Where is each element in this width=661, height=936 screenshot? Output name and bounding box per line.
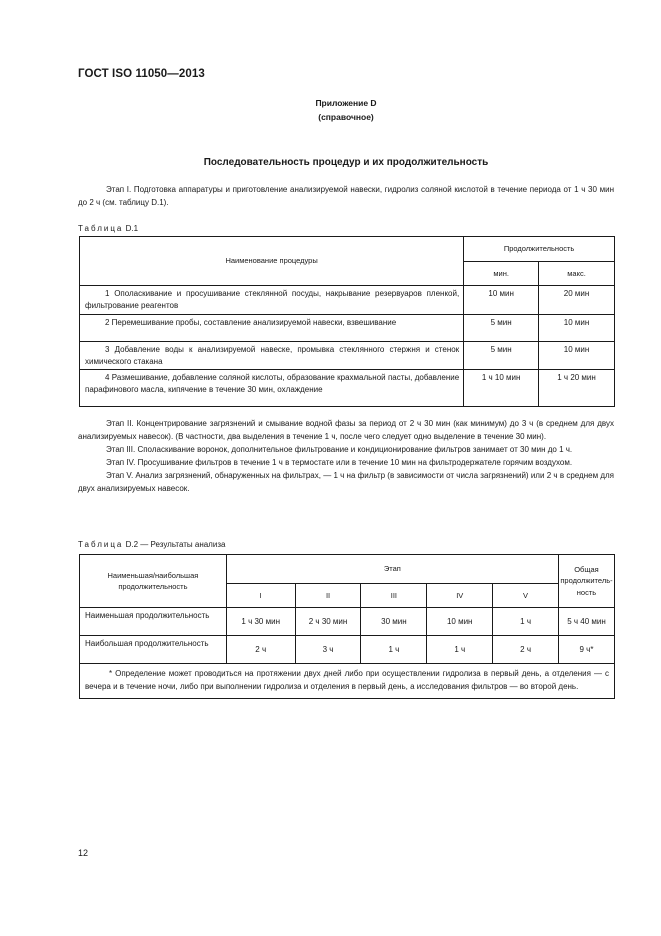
max-cell: 20 мин xyxy=(539,286,615,315)
table-row xyxy=(80,342,615,370)
table2-caption-title: — Результаты анализа xyxy=(138,540,226,549)
procedure-cell: 1 Ополаскивание и просушивание стеклянной посуды, накрывание резервуаров пленкой, фильтрование реагентов xyxy=(80,286,464,315)
min-cell: 5 мин xyxy=(464,315,539,342)
table-footnote: * Определение может проводиться на протяжении двух дней либо при осуществлении гидролиза в первый день, а отделения — с вечера и в течение ночи, либо при выполнении гидролиза и отделения в первый день, а исследования фильтров — во второй день. xyxy=(80,664,615,699)
table1-caption-label: Таблица xyxy=(78,224,124,233)
header-max: макс. xyxy=(539,262,615,286)
table-row xyxy=(80,370,615,407)
table-row xyxy=(80,315,615,342)
stage-4-paragraph: Этап IV. Просушивание фильтров в течение 1 ч в термостате или в течение 10 мин на фильтродержателе горячим воздухом. xyxy=(106,458,573,467)
stage-3-paragraph: Этап III. Споласкивание воронок, дополнительное фильтрование и кондиционирование фильтров занимает от 30 мин до 1 ч. xyxy=(106,445,573,454)
min-cell: 1 ч 10 мин xyxy=(464,370,539,407)
table2-caption-label: Таблица xyxy=(78,540,124,549)
table-row xyxy=(80,608,615,636)
value-cell: 30 мин xyxy=(361,608,427,636)
stage-header-3: III xyxy=(361,584,427,608)
stage-header-2: II xyxy=(295,584,361,608)
page-number: 12 xyxy=(78,848,89,858)
procedure-cell: 3 Добавление воды к анализируемой навеске, промывка стеклянного стержня и стенок химического стакана xyxy=(80,342,464,370)
max-cell: 10 мин xyxy=(539,315,615,342)
value-cell: 2 ч xyxy=(226,636,295,664)
intro-paragraph: Этап I. Подготовка аппаратуры и приготовление анализируемой навески, гидролиз соляной кислотой в течение периода от 1 ч 30 мин до 2 ч (см. таблицу D.1). xyxy=(78,185,614,207)
value-cell: 1 ч xyxy=(493,608,559,636)
value-cell: 2 ч xyxy=(493,636,559,664)
total-cell: 5 ч 40 мин xyxy=(558,608,614,636)
header-label: Наименьшая/наибольшая продолжительность xyxy=(80,555,227,608)
section-heading: Последовательность процедур и их продолжительность xyxy=(203,157,489,168)
value-cell: 1 ч xyxy=(427,636,493,664)
annex-title: Приложение D xyxy=(315,98,377,108)
stage-5-paragraph: Этап V. Анализ загрязнений, обнаруженных на фильтрах, — 1 ч на фильтр (в зависимости от числа загрязнений) или 2 ч в среднем для двух анализируемых навесок. xyxy=(78,471,614,493)
min-cell: 5 мин xyxy=(464,342,539,370)
stage-paragraphs xyxy=(78,417,614,495)
header-duration: Продолжительность xyxy=(464,237,615,262)
value-cell: 1 ч 30 мин xyxy=(226,608,295,636)
table1-caption-number: D.1 xyxy=(125,224,139,233)
max-cell: 1 ч 20 мин xyxy=(539,370,615,407)
table-row xyxy=(80,286,615,315)
table2-caption xyxy=(78,540,225,549)
stage-header-5: V xyxy=(493,584,559,608)
value-cell: 3 ч xyxy=(295,636,361,664)
header-total: Общая продолжитель-ность xyxy=(558,555,614,608)
procedure-cell: 4 Размешивание, добавление соляной кислоты, образование крахмальной пасты, добавление парафинового масла, кипячение в течение 30 мин, охлаждение xyxy=(80,370,464,407)
procedure-cell: 2 Перемешивание пробы, составление анализируемой навески, взвешивание xyxy=(80,315,464,342)
value-cell: 2 ч 30 мин xyxy=(295,608,361,636)
document-code: ГОСТ ISO 11050—2013 xyxy=(78,68,205,80)
stage-2-paragraph: Этап II. Концентрирование загрязнений и смывание водной фазы за период от 2 ч 30 мин (как минимум) до 3 ч (в среднем для двух анализируемых навесок). (В частности, два выделения в течение 1 ч, после чего следует одно выделение в течение 30 мин). xyxy=(78,419,614,441)
table1-caption xyxy=(78,224,138,233)
min-cell: 10 мин xyxy=(464,286,539,315)
stage-header-1: I xyxy=(226,584,295,608)
table2-caption-number: D.2 xyxy=(125,540,139,549)
annex-block xyxy=(0,96,661,124)
value-cell: 10 мин xyxy=(427,608,493,636)
header-min: мин. xyxy=(464,262,539,286)
value-cell: 1 ч xyxy=(361,636,427,664)
results-table xyxy=(79,554,615,699)
header-procedure: Наименование процедуры xyxy=(80,237,464,286)
header-stage: Этап xyxy=(226,555,558,584)
row-label: Наименьшая продолжительность xyxy=(80,608,227,636)
max-cell: 10 мин xyxy=(539,342,615,370)
stage-header-4: IV xyxy=(427,584,493,608)
table-row xyxy=(80,636,615,664)
procedures-table xyxy=(79,236,615,407)
annex-note: (справочное) xyxy=(318,112,374,122)
total-cell: 9 ч* xyxy=(558,636,614,664)
row-label: Наибольшая продолжительность xyxy=(80,636,227,664)
